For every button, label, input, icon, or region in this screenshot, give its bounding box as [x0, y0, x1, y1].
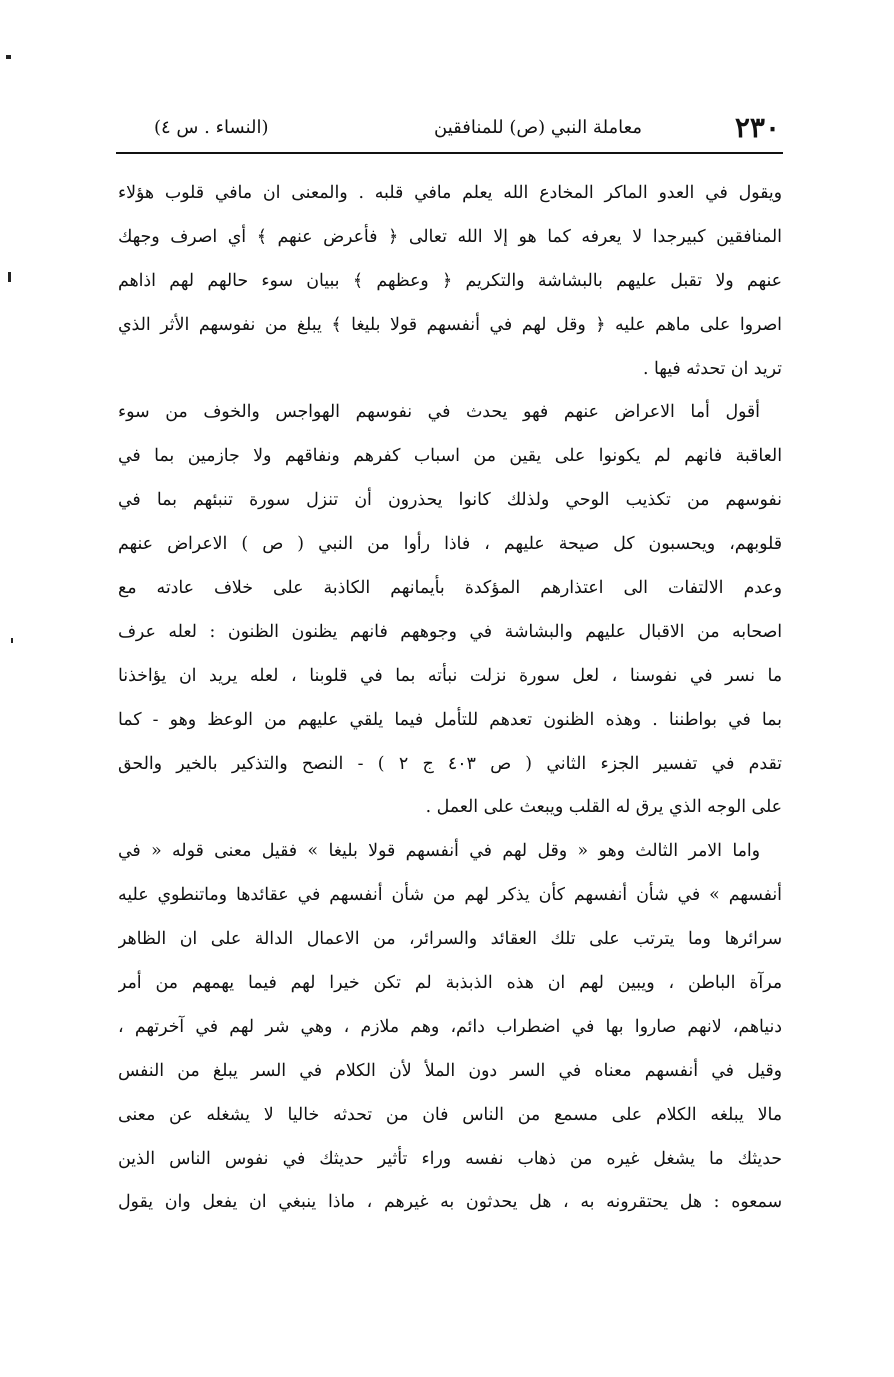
text-line: دنياهم، لانهم صاروا بها في اضطراب دائم، وهم ملازم ، وهي شر لهم في آخرتهم ،: [118, 1016, 782, 1037]
text-line: وقيل في أنفسهم معناه في السر دون الملأ لأن الكلام في السر يبلغ من النفس: [118, 1060, 782, 1081]
text-line: بما في بواطننا . وهذه الظنون تعدهم للتأمل فيما يلقي عليهم من الوعظ وهو - كما: [118, 709, 782, 730]
scan-speck: [11, 638, 13, 643]
text-line: واما الامر الثالث وهو « وقل لهم في أنفسهم قولا بليغا » فقيل معنى قوله « في: [118, 841, 760, 862]
header-divider: [116, 152, 783, 154]
text-line: قلوبهم، ويحسبون كل صيحة عليهم ، فاذا رأوا من النبي ( ص ) الاعراض عنهم: [118, 534, 782, 555]
text-line: أنفسهم » في شأن أنفسهم كأن يذكر لهم من شأن أنفسهم في عقائدها وماتنطوي عليه: [118, 885, 782, 906]
text-line: اصحابه من الاقبال عليهم والبشاشة في وجوههم فانهم يظنون الظنون : لعله عرف: [118, 621, 782, 642]
text-line: تريد ان تحدثه فيها .: [642, 358, 782, 379]
text-line: على الوجه الذي يرق له القلب ويبعث على العمل .: [425, 797, 782, 818]
text-line: ويقول في العدو الماكر المخادع الله يعلم مافي قلبه . والمعنى ان مافي قلوب هؤلاء: [118, 183, 782, 203]
text-line: سمعوه : هل يحتقرونه به ، هل يحدثون به غيرهم ، ماذا ينبغي ان يفعل وان يقول: [118, 1192, 782, 1213]
text-line: وعدم الالتفات الى اعتذارهم المؤكدة بأيمانهم الكاذبة على خلاف عادته مع: [118, 578, 782, 599]
surah-reference: (النساء . س ٤): [154, 117, 269, 138]
text-line: مرآة الباطن ، ويبين لهم ان هذه الذبذبة لم تكن خيرا لهم فيما يهمهم من أمر: [118, 973, 782, 994]
text-line: المنافقين كبيرجدا لا يعرفه كما هو إلا الله تعالى ﴿ فأعرض عنهم ﴾ أي اصرف وجهك: [118, 226, 782, 247]
running-header: [120, 108, 780, 148]
text-line: عنهم ولا تقبل عليهم بالبشاشة والتكريم ﴿ وعظهم ﴾ ببيان سوء حالهم لهم اذاهم: [118, 270, 782, 291]
body-text: [118, 172, 782, 1225]
text-line: نفوسهم من تكذيب الوحي ولذلك كانوا يحذرون أن تنزل سورة تنبئهم بما في: [118, 490, 782, 511]
text-line: حديثك ما يشغل غيره من ذهاب نفسه وراء تأثير حديثك في نفوس الناس الذين: [118, 1148, 782, 1169]
scan-speck: [8, 272, 11, 282]
text-line: مالا يبلغه الكلام على مسمع من الناس فان من تحدثه خاليا لا يشغله عن معنى: [118, 1104, 782, 1125]
text-line: سرائرها وما يترتب على تلك العقائد والسرائر، من الاعمال الدالة على ان الظاهر: [118, 929, 782, 950]
text-line: العاقبة فانهم لم يكونوا على يقين من اسباب كفرهم ونفاقهم ولا جازمين بما في: [118, 446, 782, 467]
text-line: تقدم في تفسير الجزء الثاني ( ص ٤٠٣ ج ٢ ) - النصح والتذكير بالخير والحق: [118, 753, 782, 774]
text-line: ما نسر في نفوسنا ، لعل سورة نزلت نبأته بما في قلوبنا ، لعله يريد ان يؤاخذنا: [118, 665, 782, 686]
running-title: معاملة النبي (ص) للمنافقين: [434, 117, 642, 138]
text-line: اصروا على ماهم عليه ﴿ وقل لهم في أنفسهم قولا بليغا ﴾ يبلغ من نفوسهم الأثر الذي: [118, 314, 782, 335]
page-number: ٢٣٠: [734, 111, 780, 144]
text-line: أقول أما الاعراض عنهم فهو يحدث في نفوسهم الهواجس والخوف من سوء: [118, 402, 760, 423]
scan-speck: [6, 55, 11, 59]
